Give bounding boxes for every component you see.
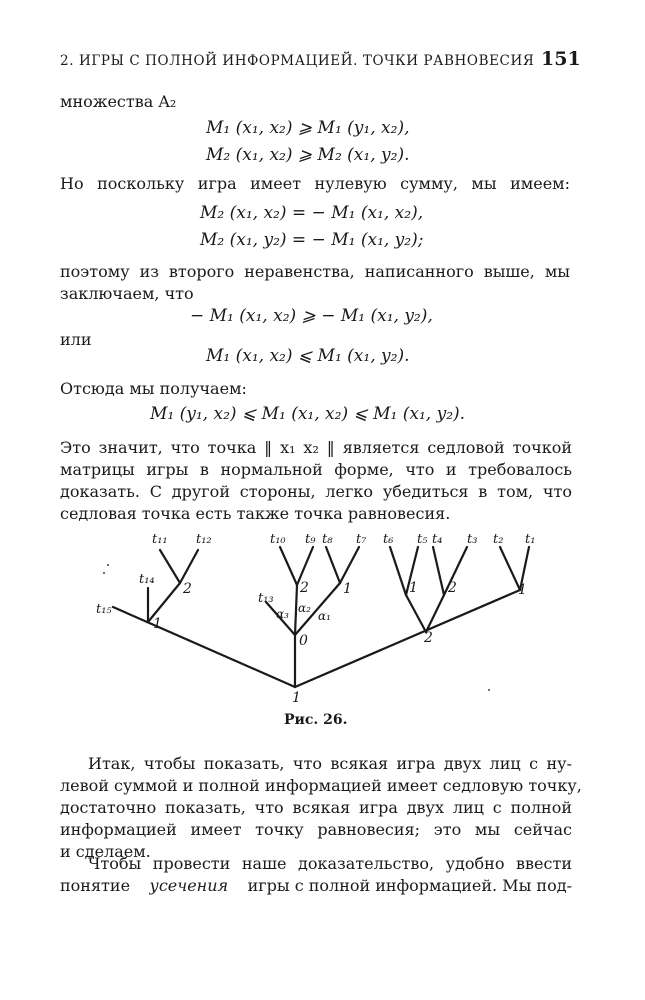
- equation-1: M₂ (x₁, x₂) = − M₁ (x₁, x₂),: [200, 203, 424, 223]
- inequality-3: − M₁ (x₁, x₂) ⩾ − M₁ (x₁, y₂),: [190, 306, 433, 326]
- chance-label-alpha2: α₂: [298, 601, 311, 615]
- inequality-4: M₁ (x₁, x₂) ⩽ M₁ (x₁, y₂).: [206, 346, 410, 366]
- final-line-2-end: игры с полной информацией. Мы под-: [247, 876, 572, 895]
- conclusion-line-3: достаточно показать, что всякая игра двух лиц с полной: [60, 798, 572, 817]
- zero-sum-text: Но поскольку игра имеет нулевую сумму, мы имеем:: [60, 174, 570, 193]
- final-line-2-start: понятие: [60, 876, 131, 895]
- branch-alpha2: [295, 585, 297, 635]
- conclusion-line-4: информацией имеет точку равновесия; это мы сейчас: [60, 820, 572, 839]
- terminal-label-t6: t₆: [383, 532, 394, 547]
- terminal-label-t7: t₇: [356, 532, 367, 547]
- move-label: 1: [153, 616, 162, 632]
- move-label: 1: [518, 582, 527, 598]
- move-label: 1: [292, 690, 301, 706]
- terminal-label-t14: t₁₄: [139, 572, 155, 587]
- therefore-line-1: поэтому из второго неравенства, написанного выше, мы: [60, 262, 570, 281]
- terminal-label-t4: t₄: [432, 532, 443, 547]
- terminal-label-t8: t₈: [322, 532, 333, 547]
- speck: [488, 689, 490, 691]
- terminal-label-t11: t₁₁: [152, 532, 168, 547]
- branch-t8: [326, 547, 340, 583]
- terminal-label-t15: t₁₅: [96, 602, 112, 617]
- terminal-label-t5: t₅: [417, 532, 428, 547]
- term-truncation: усечения: [149, 876, 229, 895]
- branch-root-left: [113, 607, 295, 687]
- speck: [103, 572, 105, 574]
- chance-label-alpha3: α₃: [276, 607, 289, 621]
- move-label: 2: [300, 580, 309, 596]
- figure-caption: Рис. 26.: [284, 712, 348, 728]
- saddle-line-3: доказать. С другой стороны, легко убедиться в том, что: [60, 482, 572, 501]
- saddle-line-2: матрицы игры в нормальной форме, что и требовалось: [60, 460, 572, 479]
- branch-t6: [390, 547, 406, 595]
- branch-t11: [160, 550, 180, 583]
- terminal-label-t13: t₁₃: [258, 591, 274, 606]
- conclusion-line-5: и сделаем.: [60, 842, 151, 861]
- conclusion-line-2: левой суммой и полной информацией имеет седловую точку,: [60, 776, 582, 795]
- hence-text: Отсюда мы получаем:: [60, 379, 247, 398]
- terminal-label-t9: t₉: [305, 532, 316, 547]
- final-line-1: Чтобы провести наше доказательство, удобно ввести: [88, 854, 572, 873]
- terminal-label-t3: t₃: [467, 532, 478, 547]
- branch-t7: [340, 547, 359, 583]
- running-title: 2. ИГРЫ С ПОЛНОЙ ИНФОРМАЦИЕЙ. ТОЧКИ РАВНОВЕСИЯ: [60, 53, 535, 69]
- terminal-label-t12: t₁₂: [196, 532, 212, 547]
- branch-t4: [433, 547, 444, 595]
- set-intro: множества A₂: [60, 92, 177, 111]
- therefore-line-2: заключаем, что: [60, 284, 194, 303]
- terminal-label-t10: t₁₀: [270, 532, 286, 547]
- inequality-1: M₁ (x₁, x₂) ⩾ M₁ (y₁, x₂),: [206, 118, 410, 138]
- saddle-line-4: седловая точка есть также точка равновесия.: [60, 504, 451, 523]
- move-label: 1: [409, 580, 418, 596]
- equation-2: M₂ (x₁, y₂) = − M₁ (x₁, y₂);: [200, 230, 424, 250]
- terminal-label-t1: t₁: [525, 532, 536, 547]
- move-label: 1: [343, 581, 352, 597]
- page-number: 151: [541, 48, 581, 70]
- move-label: 0: [299, 633, 308, 649]
- move-label: 2: [448, 580, 457, 596]
- branch-root-right: [295, 590, 520, 687]
- saddle-line-1: Это значит, что точка ‖ x₁ x₂ ‖ является седловой точкой: [60, 438, 572, 457]
- speck: [107, 564, 109, 566]
- conclusion-line-1: Итак, чтобы показать, что всякая игра двух лиц с ну-: [88, 754, 572, 773]
- branch-node1-a: [406, 595, 426, 632]
- game-tree-figure: [0, 525, 645, 715]
- or-text: или: [60, 330, 92, 349]
- final-line-2: [60, 876, 572, 895]
- inequality-5: M₁ (y₁, x₂) ⩽ M₁ (x₁, x₂) ⩽ M₁ (x₁, y₂).: [150, 404, 466, 424]
- terminal-label-t2: t₂: [493, 532, 504, 547]
- branch-t2: [500, 547, 520, 590]
- move-label: 2: [424, 630, 433, 646]
- branch-t12: [180, 550, 198, 583]
- chance-label-alpha1: α₁: [318, 609, 331, 623]
- branch-t10: [280, 547, 297, 585]
- move-label: 2: [183, 581, 192, 597]
- inequality-2: M₂ (x₁, x₂) ⩾ M₂ (x₁, y₂).: [206, 145, 410, 165]
